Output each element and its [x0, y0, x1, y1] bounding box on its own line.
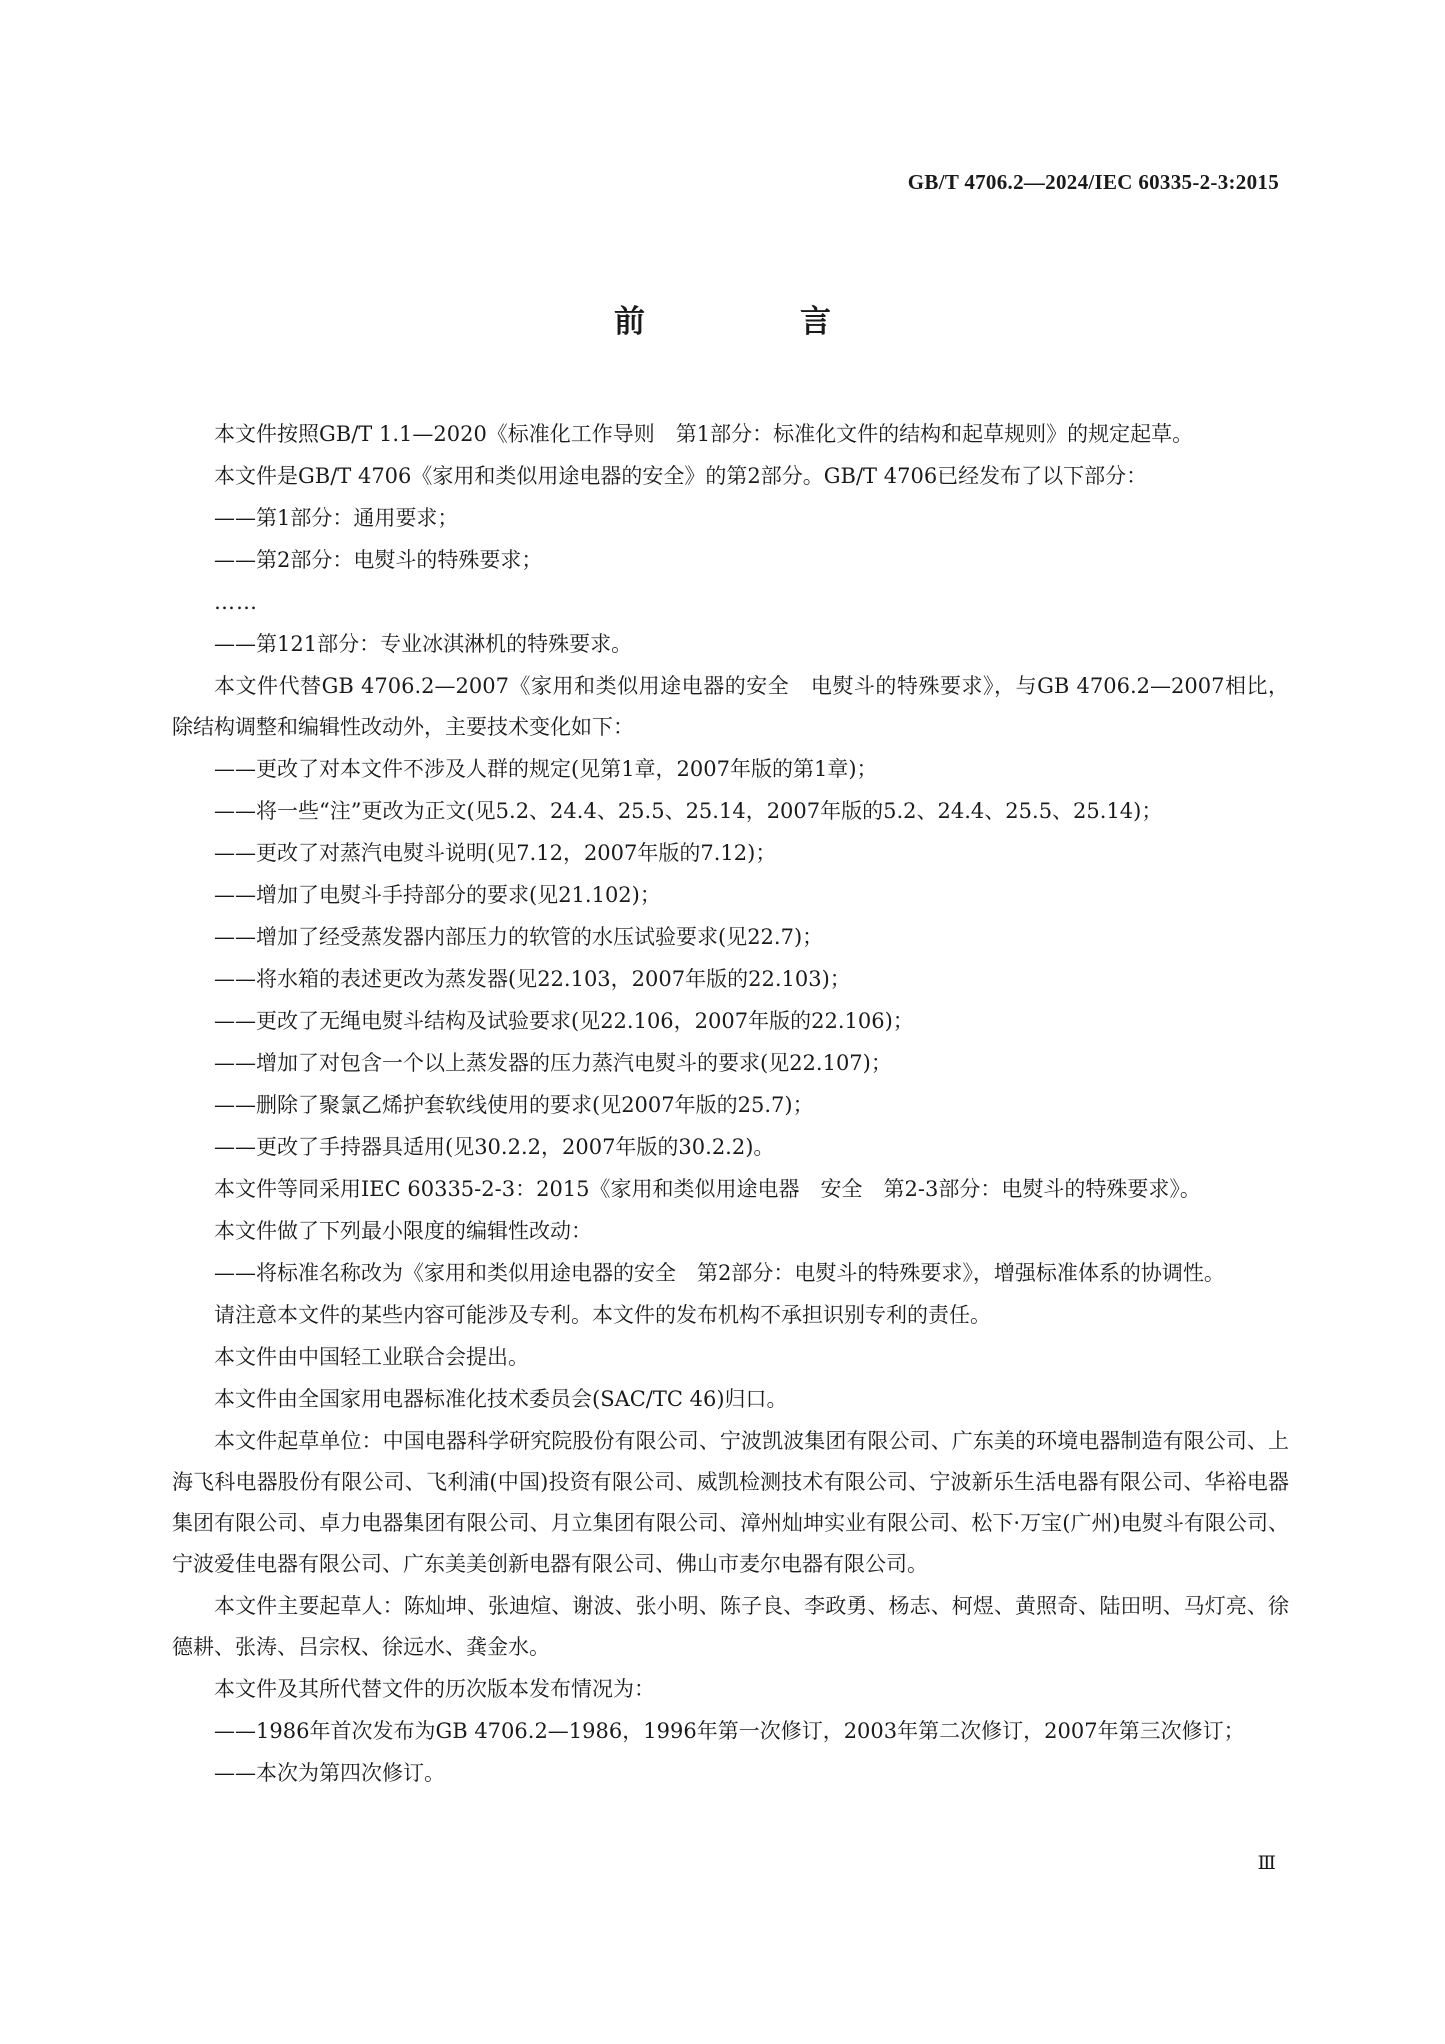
paragraph: 本文件起草单位：中国电器科学研究院股份有限公司、宁波凯波集团有限公司、广东美的环境电器制造有限公司、上海飞科电器股份有限公司、飞利浦(中国)投资有限公司、威凯检测技术有限公司、宁波新乐生活电器有限公司、华裕电器集团有限公司、卓力电器集团有限公司、月立集团有限公司、漳州灿坤实业有限公司、松下·万宝(广州)电熨斗有限公司、宁波爱佳电器有限公司、广东美美创新电器有限公司、佛山市麦尔电器有限公司。 [172, 1429, 1289, 1576]
paragraph: 本文件由中国轻工业联合会提出。 [214, 1345, 529, 1369]
page-number: Ⅲ [1257, 1853, 1277, 1874]
paragraph: 本文件是GB/T 4706《家用和类似用途电器的安全》的第2部分。GB/T 4706已经发布了以下部分： [214, 464, 1148, 488]
list-item: ——将水箱的表述更改为蒸发器(见22.103，2007年版的22.103)； [214, 967, 851, 991]
list-item: ——增加了对包含一个以上蒸发器的压力蒸汽电熨斗的要求(见22.107)； [214, 1051, 892, 1075]
list-item: ——删除了聚氯乙烯护套软线使用的要求(见2007年版的25.7)； [214, 1093, 814, 1117]
paragraph: 请注意本文件的某些内容可能涉及专利。本文件的发布机构不承担识别专利的责任。 [214, 1303, 991, 1327]
list-item: ——更改了手持器具适用(见30.2.2，2007年版的30.2.2)。 [214, 1135, 775, 1159]
list-item: ——更改了对蒸汽电熨斗说明(见7.12，2007年版的7.12)； [214, 841, 777, 865]
standard-code: GB/T 4706.2—2024/IEC 60335-2-3:2015 [907, 170, 1279, 194]
list-item: ——第1部分：通用要求； [214, 506, 459, 530]
list-item: ——增加了电熨斗手持部分的要求(见21.102)； [214, 883, 661, 907]
paragraph: 本文件做了下列最小限度的编辑性改动： [214, 1219, 592, 1243]
paragraph: 本文件由全国家用电器标准化技术委员会(SAC/TC 46)归口。 [214, 1387, 788, 1411]
page-title: 前 言 [614, 304, 893, 340]
list-item: ——将一些“注”更改为正文(见5.2、24.4、25.5、25.14，2007年版的5.2、24.4、25.5、25.14)； [214, 799, 1163, 823]
list-item: ——第2部分：电熨斗的特殊要求； [214, 548, 543, 572]
foreword-body [172, 414, 1289, 1795]
list-item: ——更改了对本文件不涉及人群的规定(见第1章，2007年版的第1章)； [214, 757, 878, 781]
paragraph: 本文件及其所代替文件的历次版本发布情况为： [214, 1677, 655, 1701]
paragraph: 本文件等同采用IEC 60335-2-3：2015《家用和类似用途电器 安全 第2-3部分：电熨斗的特殊要求》。 [214, 1177, 1201, 1201]
list-item: ——第121部分：专业冰淇淋机的特殊要求。 [214, 632, 633, 656]
paragraph: 本文件代替GB 4706.2—2007《家用和类似用途电器的安全 电熨斗的特殊要求》，与GB 4706.2—2007相比，除结构调整和编辑性改动外，主要技术变化如下： [172, 674, 1289, 739]
ellipsis: …… [214, 590, 258, 614]
paragraph: 本文件主要起草人：陈灿坤、张迪煊、谢波、张小明、陈子良、李政勇、杨志、柯煜、黄照奇、陆田明、马灯亮、徐德耕、张涛、吕宗权、徐远水、龚金水。 [172, 1594, 1289, 1659]
list-item: ——更改了无绳电熨斗结构及试验要求(见22.106，2007年版的22.106)； [214, 1009, 914, 1033]
paragraph: 本文件按照GB/T 1.1—2020《标准化工作导则 第1部分：标准化文件的结构和起草规则》的规定起草。 [214, 422, 1194, 446]
list-item: ——将标准名称改为《家用和类似用途电器的安全 第2部分：电熨斗的特殊要求》，增强标准体系的协调性。 [214, 1261, 1225, 1285]
list-item: ——1986年首次发布为GB 4706.2—1986，1996年第一次修订，2003年第二次修订，2007年第三次修订； [214, 1719, 1245, 1743]
list-item: ——增加了经受蒸发器内部压力的软管的水压试验要求(见22.7)； [214, 925, 824, 949]
list-item: ——本次为第四次修订。 [214, 1761, 445, 1785]
